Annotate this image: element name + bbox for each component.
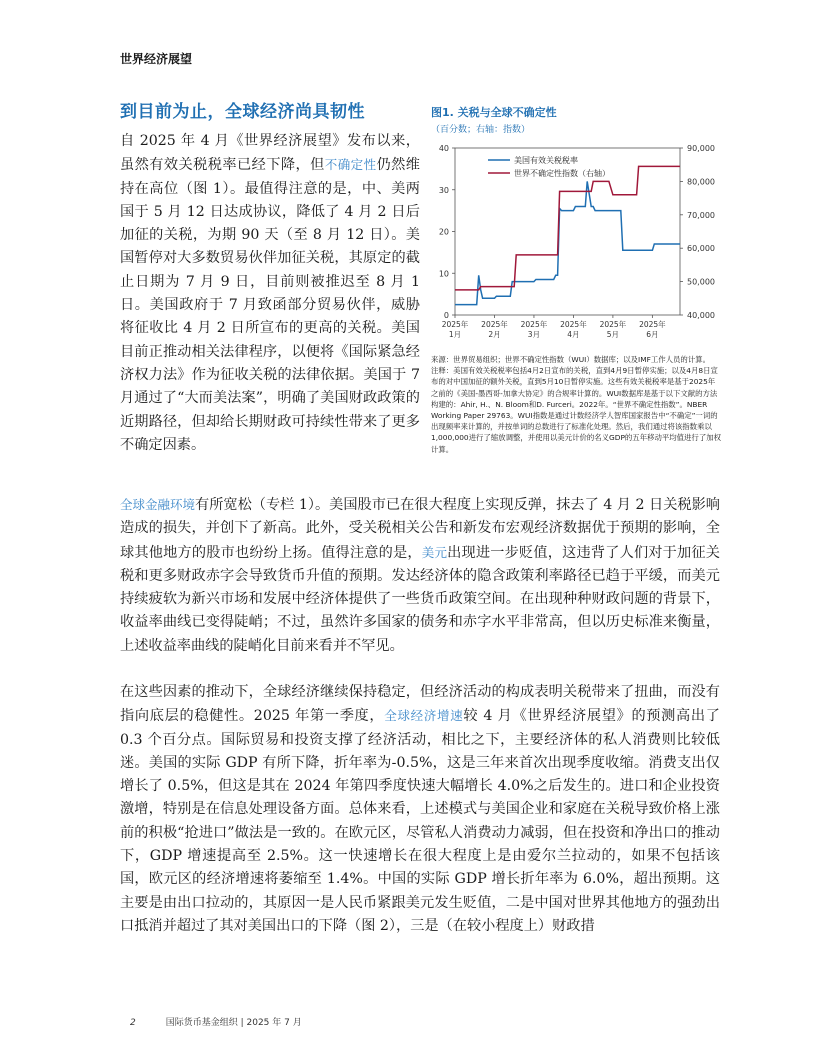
paragraph-text: 有所宽松（专栏 1）。美国股市已在很大程度上实现反弹，抹去了 4 月 2 日关税影响造成的损失，并创下了新高。此外，受关税相关公告和新发布宏观经济数据优于预期的影响，全球其他地方的股市也纷纷上扬。值得注意的是， bbox=[120, 497, 720, 561]
y-right-tick-label: 60,000 bbox=[687, 244, 715, 254]
figure-subtitle: （百分数；右轴：指数） bbox=[431, 125, 531, 135]
figure-source: 来源：世界贸易组织；世界不确定性指数（WUI）数据库；以及IMF工作人员的计算。 bbox=[431, 355, 710, 364]
link-us-dollar[interactable]: 美元 bbox=[421, 544, 448, 560]
tariff-uncertainty-chart bbox=[430, 138, 720, 350]
legend-label: 世界不确定性指数（右轴） bbox=[514, 169, 610, 178]
y-left-tick-label: 30 bbox=[438, 185, 449, 195]
y-right-tick-label: 50,000 bbox=[687, 277, 715, 287]
x-tick-label-year: 2025年 bbox=[481, 320, 508, 329]
page-number: 2 bbox=[130, 1018, 136, 1028]
link-uncertainty[interactable]: 不确定性 bbox=[324, 157, 377, 173]
y-right-tick-label: 80,000 bbox=[687, 177, 715, 187]
legend-label: 美国有效关税税率 bbox=[514, 156, 578, 165]
x-tick-label-month: 4月 bbox=[567, 330, 580, 339]
y-right-tick-label: 40,000 bbox=[687, 311, 715, 320]
paragraph-text: 自 2025 年 4 月《世界经济展望》发布以来，虽然有效关税税率已经下降，但 bbox=[120, 133, 420, 174]
link-global-growth[interactable]: 全球经济增速 bbox=[384, 708, 464, 724]
y-left-tick-label: 40 bbox=[438, 144, 449, 153]
paragraph-text: 出现进一步贬值，这违背了人们对于加征关税和更多财政赤字会导致货币升值的预期。发达经济体的隐含政策利率路径已趋于平缓，而美元持续疲软为新兴市场和发展中经济体提供了一些货币政策空间。在出现种种财政问题的背景下，收益率曲线已变得陡峭；不过，虽然许多国家的债务和赤字水平非常高，但以历史标准来衡量，上述收益率曲线的陡峭化目前来看并不罕见。 bbox=[120, 544, 720, 654]
running-header: 世界经济展望 bbox=[120, 52, 193, 66]
x-tick-label-year: 2025年 bbox=[520, 320, 548, 329]
paragraph-text: 较 4 月《世界经济展望》的预测高出了 0.3 个百分点。国际贸易和投资支撑了经济活动，相比之下，主要经济体的私人消费则比较低迷。美国的实际 GDP 有所下降，折年率为-0.5%，这是三年来首次出现季度收缩。消费支出仅增长了 0.5%，但这是其在 2024 年第四季度快速大幅增长 4.0%之后发生的。进口和企业投资激增，特别是在信息处理设备方面。总体来看，上述模式与美国企业和家庭在关税导致价格上涨前的积极“抢进口”做法是一致的。在欧元区，尽管私人消费动力减弱，但在投资和净出口的推动下，GDP 增速提高至 2.5%。这一快速增长在很大程度上是由爱尔兰拉动的，如果不包括该国，欧元区的经济增速将萎缩至 1.4%。中国的实际 GDP 增长折年率为 6.0%，超出预期。这主要是由出口拉动的，其原因一是人民币紧跟美元发生贬值，二是中国对世界其他地方的强劲出口抵消并超过了其对美国出口的下降（图 2），三是（在较小程度上）财政措 bbox=[120, 708, 720, 934]
x-tick-label-month: 5月 bbox=[606, 330, 620, 339]
page-footer bbox=[130, 1015, 302, 1028]
footer-text: 国际货币基金组织 | 2025 年 7 月 bbox=[165, 1018, 302, 1028]
paragraph-1 bbox=[120, 130, 420, 457]
x-tick-label-year: 2025年 bbox=[639, 320, 666, 329]
y-left-tick-label: 0 bbox=[443, 311, 449, 320]
y-left-tick-label: 10 bbox=[438, 269, 449, 279]
x-tick-label-year: 2025年 bbox=[441, 320, 469, 329]
y-right-tick-label: 70,000 bbox=[687, 210, 715, 220]
figure-notes bbox=[431, 354, 721, 455]
x-tick-label-month: 6月 bbox=[646, 330, 659, 339]
y-right-tick-label: 90,000 bbox=[687, 144, 715, 153]
x-tick-label-year: 2025年 bbox=[560, 320, 587, 329]
series-line-uncertainty-index bbox=[455, 166, 680, 290]
paragraph-text: 仍然维持在高位（图 1）。最值得注意的是，中、美两国于 5 月 12 日达成协议，降低了 4 月 2 日后加征的关税，为期 90 天（至 8 月 12 日）。美国暂停对大多数贸易伙伴加征关税，其原定的截止日期为 7 月 9 日，目前则被推迟至 8 月 1 日。美国政府于 7 月致函部分贸易伙伴，威胁将征收比 4 月 2 日所宣布的更高的关税。美国目前正推动相关法律程序，以便将《国际紧急经济权力法》作为征收关税的法律依据。美国于 7 月通过了“大而美法案”，明确了美国财政政策的近期路径，但却给长期财政可持续性带来了更多不确定因素。 bbox=[120, 157, 420, 453]
x-tick-label-year: 2025年 bbox=[599, 320, 627, 329]
paragraph-text: 在这些因素的推动下，全球经济继续保持稳定，但经济活动的构成表明关税带来了扭曲，而没有指向底层的稳健性。2025 年第一季度， bbox=[120, 684, 720, 725]
paragraph-2 bbox=[120, 493, 720, 658]
x-tick-label-month: 3月 bbox=[527, 330, 541, 339]
link-financial-conditions[interactable]: 全球金融环境 bbox=[120, 497, 196, 512]
y-left-tick-label: 20 bbox=[438, 227, 449, 237]
x-tick-label-month: 2月 bbox=[488, 330, 501, 339]
x-tick-label-month: 1月 bbox=[448, 330, 462, 339]
figure-title: 图1. 关税与全球不确定性 bbox=[431, 106, 557, 119]
section-title: 到目前为止，全球经济尚具韧性 bbox=[120, 102, 365, 122]
figure-note: 注释：美国有效关税税率包括4月2日宣布的关税，直到4月9日暂停实施；以及4月8日宣布的对中国加征的额外关税，直到5月10日暂停实施。这些有效关税税率是基于2025年之前的《美国-墨西哥-加拿大协定》的合规率计算的。WUI数据库是基于以下文献的方法构建的：Ahir, H.、N. Bloom和D. Furceri。2022年。“世界不确定性指数”。NBER Working Paper 29763。WUI指数是通过计数经济学人智库国家报告中“不确定”一词的出现频率来计算的，并按单词的总数进行了标准化处理。然后，我们通过将该指数乘以1,000,000进行了缩放调整，并使用以美元计价的名义GDP的五年移动平均值进行了加权计算。 bbox=[431, 366, 721, 454]
paragraph-3 bbox=[120, 681, 720, 938]
